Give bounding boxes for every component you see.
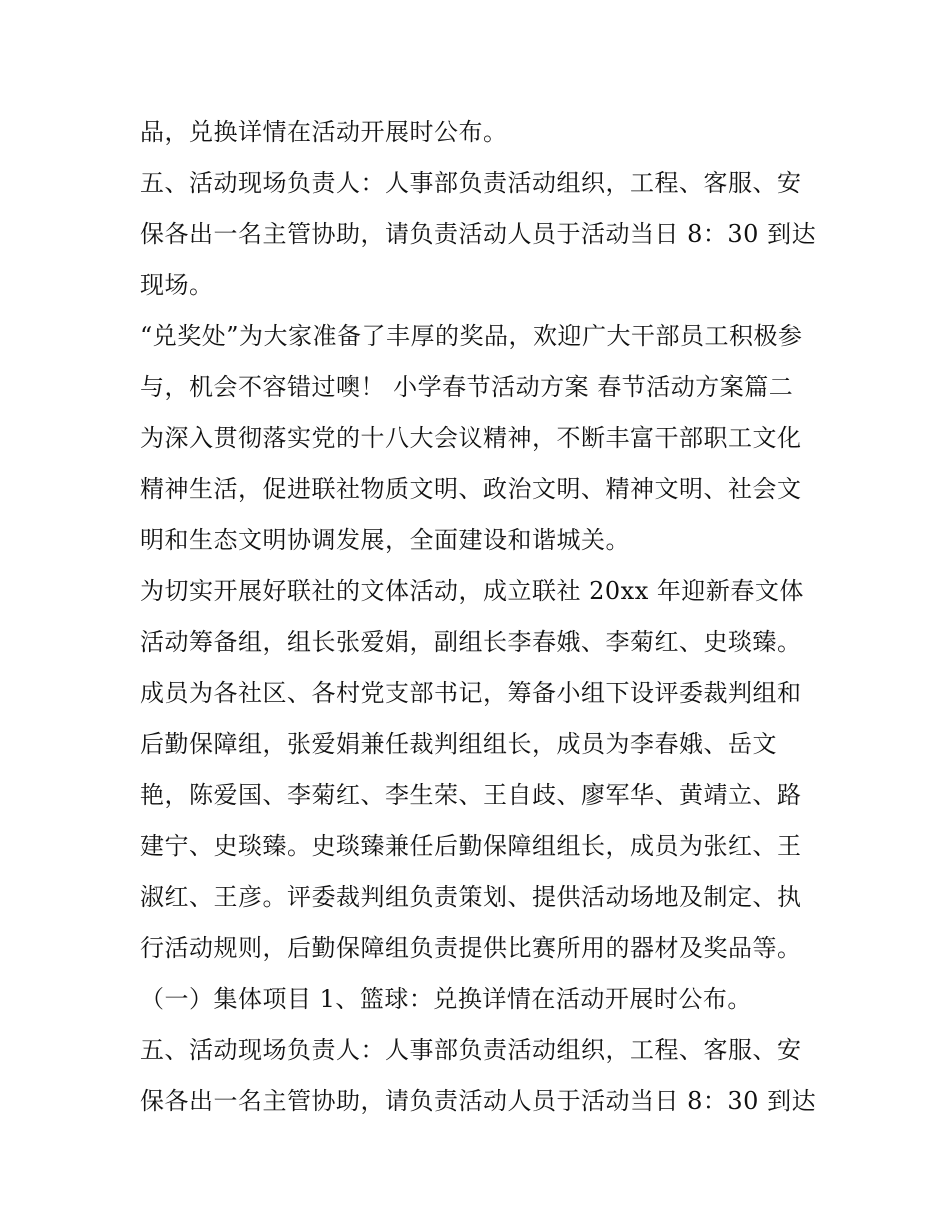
text-line: 保各出一名主管协助，请负责活动人员于活动当日 8：30 到达 xyxy=(140,1087,817,1115)
text-line: 精神生活，促进联社物质文明、政治文明、精神文明、社会文 xyxy=(140,475,802,503)
text-line: 为深入贯彻落实党的十八大会议精神，不断丰富干部职工文化 xyxy=(140,424,802,452)
text-line: 五、活动现场负责人：人事部负责活动组织，工程、客服、安 xyxy=(140,1036,802,1064)
text-line: 活动筹备组，组长张爱娟，副组长李春娥、李菊红、史琰臻。 xyxy=(140,628,802,656)
text-line: 为切实开展好联社的文体活动，成立联社 20xx 年迎新春文体 xyxy=(140,577,804,605)
text-line: 后勤保障组，张爱娟兼任裁判组组长，成员为李春娥、岳文 xyxy=(140,730,777,758)
text-line: 建宁、史琰臻。史琰臻兼任后勤保障组组长，成员为张红、王 xyxy=(140,832,802,860)
text-line: 与，机会不容错过噢！ 小学春节活动方案 春节活动方案篇二 xyxy=(140,373,794,401)
text-line: 成员为各社区、各村党支部书记，筹备小组下设评委裁判组和 xyxy=(140,679,802,707)
text-line: 行活动规则，后勤保障组负责提供比赛所用的器材及奖品等。 xyxy=(140,934,802,962)
text-line: “兑奖处”为大家准备了丰厚的奖品，欢迎广大干部员工积极参 xyxy=(140,322,803,350)
text-line: 淑红、王彦。评委裁判组负责策划、提供活动场地及制定、执 xyxy=(140,883,802,911)
text-line: 明和生态文明协调发展，全面建设和谐城关。 xyxy=(140,526,630,554)
text-line: 现场。 xyxy=(140,271,214,299)
text-line: 艳，陈爱国、李菊红、李生荣、王自歧、廖军华、黄靖立、路 xyxy=(140,781,802,809)
text-line: 保各出一名主管协助，请负责活动人员于活动当日 8：30 到达 xyxy=(140,220,817,248)
text-line: 五、活动现场负责人：人事部负责活动组织，工程、客服、安 xyxy=(140,169,802,197)
text-line: （一）集体项目 1、篮球：兑换详情在活动开展时公布。 xyxy=(140,985,752,1013)
text-line: 品，兑换详情在活动开展时公布。 xyxy=(140,118,508,146)
document-body xyxy=(140,107,820,1127)
